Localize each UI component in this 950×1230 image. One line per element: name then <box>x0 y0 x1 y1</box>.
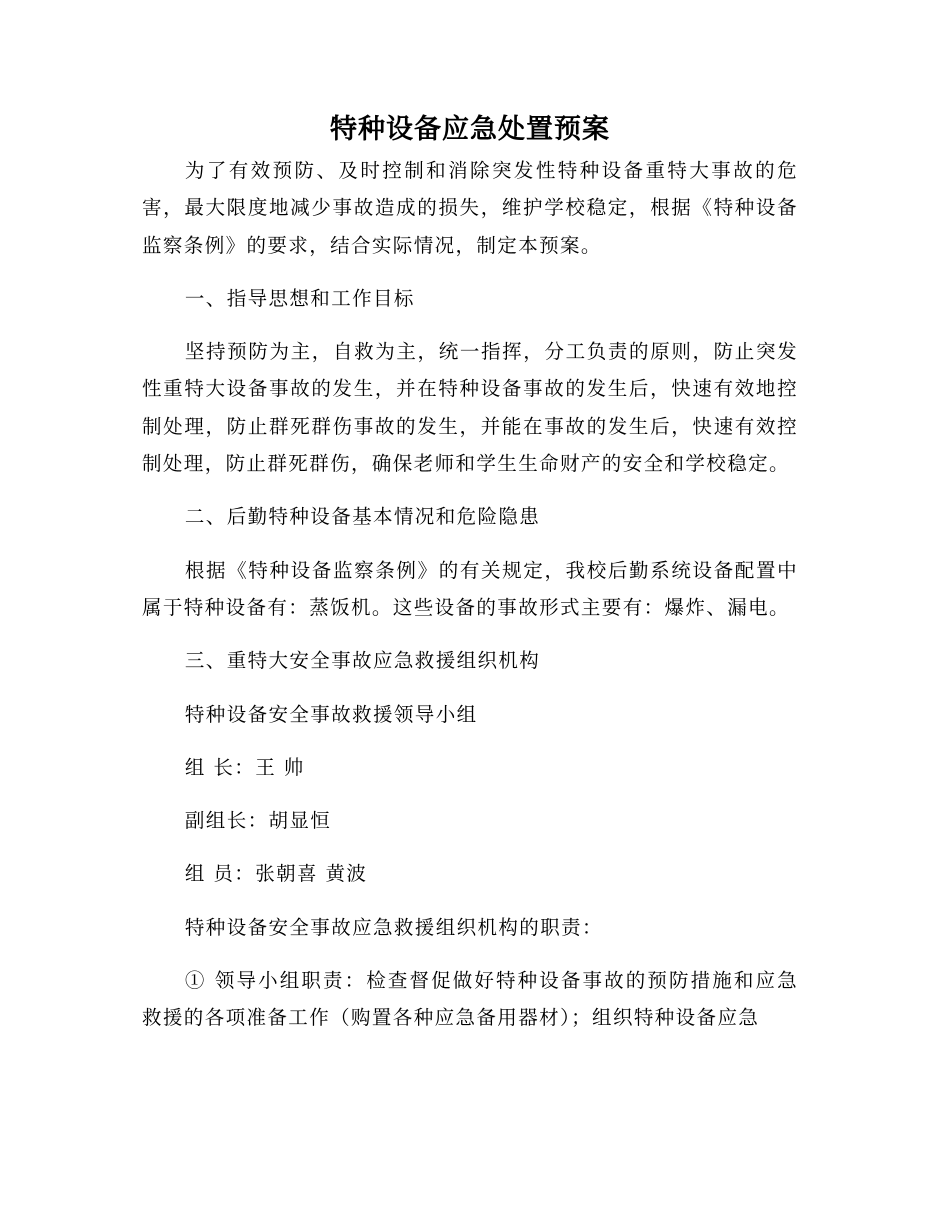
spacer <box>142 680 798 696</box>
spacer <box>142 946 798 962</box>
document-title: 特种设备应急处置预案 <box>330 114 610 145</box>
spacer <box>142 317 798 333</box>
document-page <box>142 108 798 1037</box>
paragraph-duty-1: ① 领导小组职责：检查督促做好特种设备事故的预防措施和应急救援的各项准备工作（购置各种应急备用器材）；组织特种设备应急 <box>142 969 798 1030</box>
paragraph-duties-heading: 特种设备安全事故应急救援组织机构的职责： <box>184 915 603 939</box>
paragraph-principles: 坚持预防为主，自救为主，统一指挥，分工负责的原则，防止突发性重特大设备事故的发生，并在特种设备事故的发生后，快速有效地控制处理，防止群死群伤事故的发生，并能在事故的发生后，快速有效控制处理，防止群死群伤，确保老师和学生生命财产的安全和学校稳定。 <box>142 340 798 476</box>
paragraph-leadership-group: 特种设备安全事故救援领导小组 <box>184 702 478 726</box>
paragraph-intro: 为了有效预防、及时控制和消除突发性特种设备重特大事故的危害，最大限度地减少事故造成的损失，维护学校稳定，根据《特种设备监察条例》的要求，结合实际情况，制定本预案。 <box>142 159 798 257</box>
spacer <box>142 733 798 749</box>
spacer <box>142 893 798 909</box>
spacer <box>142 839 798 855</box>
spacer <box>142 626 798 642</box>
paragraph-deputy-leader: 副组长：胡显恒 <box>184 809 332 833</box>
paragraph-equipment: 根据《特种设备监察条例》的有关规定，我校后勤系统设备配置中属于特种设备有：蒸饭机。这些设备的事故形式主要有：爆炸、漏电。 <box>142 558 798 619</box>
paragraph-group-leader: 组 长：王 帅 <box>184 755 305 779</box>
spacer <box>142 264 798 280</box>
heading-equipment-hazards: 二、后勤特种设备基本情况和危险隐患 <box>184 505 541 529</box>
spacer <box>142 786 798 802</box>
heading-guiding-principles: 一、指导思想和工作目标 <box>184 286 415 310</box>
spacer <box>142 482 798 498</box>
spacer <box>142 536 798 552</box>
heading-rescue-organization: 三、重特大安全事故应急救援组织机构 <box>184 649 541 673</box>
paragraph-members: 组 员：张朝喜 黄波 <box>184 862 368 886</box>
